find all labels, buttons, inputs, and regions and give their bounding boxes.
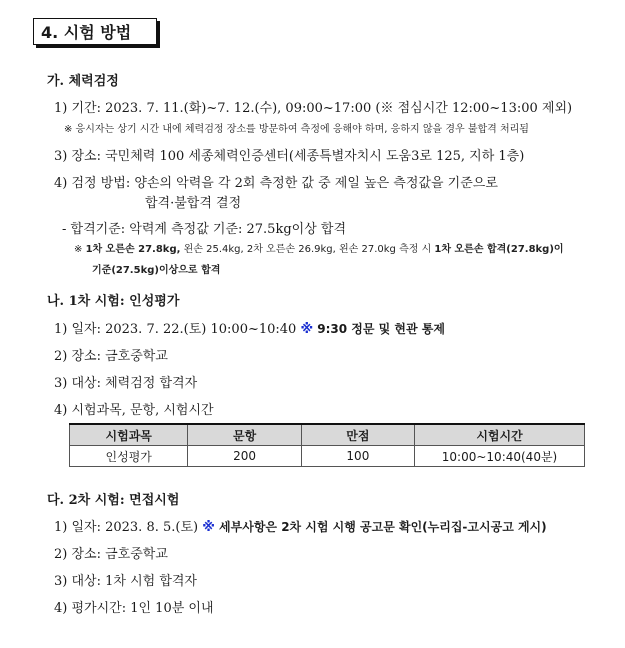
example-bold-1: 1차 오른손 27.8kg, — [85, 244, 181, 255]
table-header: 시험시간 — [415, 424, 585, 446]
table-cell: 인성평가 — [70, 446, 188, 467]
first-exam-table — [69, 423, 585, 467]
second-exam-duration: 4) 평가시간: 1인 10분 이내 — [54, 601, 214, 616]
physical-method-cont: 합격·불합격 결정 — [145, 196, 242, 211]
heading-first-exam: 나. 1차 시험: 인성평가 — [47, 294, 180, 309]
first-exam-gate-note: 9:30 정문 및 현관 통제 — [313, 322, 445, 336]
table-cell: 100 — [301, 446, 414, 467]
example-mark: ※ — [74, 244, 83, 255]
example-line-1 — [74, 240, 564, 255]
table-row — [70, 446, 585, 467]
table-header: 문항 — [188, 424, 301, 446]
second-exam-target: 3) 대상: 1차 시험 합격자 — [54, 574, 197, 589]
physical-note: ※ 응시자는 상기 시간 내에 체력검정 장소를 방문하여 측정에 응해야 하며, 응하지 않을 경우 불합격 처리됨 — [64, 124, 529, 135]
first-exam-target: 3) 대상: 체력검정 합격자 — [54, 376, 198, 391]
example-line-2: 기준(27.5kg)이상으로 합격 — [92, 265, 221, 276]
first-exam-subjects: 4) 시험과목, 문항, 시험시간 — [54, 403, 214, 418]
table-header: 만점 — [301, 424, 414, 446]
second-exam-date — [54, 516, 547, 535]
table-cell: 10:00~10:40(40분) — [415, 446, 585, 467]
table-header-row — [70, 424, 585, 446]
physical-method: 4) 검정 방법: 양손의 악력을 각 2회 측정한 값 중 제일 높은 측정값을 기준으로 — [54, 176, 498, 191]
first-exam-location: 2) 장소: 금호중학교 — [54, 349, 168, 364]
first-exam-mark: ※ — [300, 322, 314, 337]
table-cell: 200 — [188, 446, 301, 467]
table-header: 시험과목 — [70, 424, 188, 446]
physical-location: 3) 장소: 국민체력 100 세종체력인증센터(세종특별자치시 도움3로 125, 지하 1층) — [54, 149, 525, 164]
example-middle: 왼손 25.4kg, 2차 오른손 26.9kg, 왼손 27.0kg 측정 시 — [180, 244, 435, 255]
first-exam-date — [54, 318, 445, 337]
physical-period: 1) 기간: 2023. 7. 11.(화)~7. 12.(수), 09:00~17:00 (※ 점심시간 12:00~13:00 제외) — [54, 101, 573, 116]
pass-criteria: - 합격기준: 악력계 측정값 기준: 27.5kg이상 합격 — [62, 222, 347, 237]
section-title: 4. 시험 방법 — [33, 18, 157, 45]
heading-second-exam: 다. 2차 시험: 면접시험 — [47, 493, 180, 508]
second-exam-location: 2) 장소: 금호중학교 — [54, 547, 168, 562]
first-exam-date-text: 1) 일자: 2023. 7. 22.(토) 10:00~10:40 — [54, 322, 301, 337]
second-exam-date-text: 1) 일자: 2023. 8. 5.(토) — [54, 520, 203, 535]
example-bold-2: 1차 오른손 합격(27.8kg)이 — [434, 244, 564, 255]
second-exam-mark: ※ — [202, 520, 215, 535]
second-exam-detail-note: 세부사항은 2차 시험 시행 공고문 확인(누리집-고시공고 게시) — [214, 520, 547, 534]
heading-physical-test: 가. 체력검정 — [47, 74, 119, 89]
